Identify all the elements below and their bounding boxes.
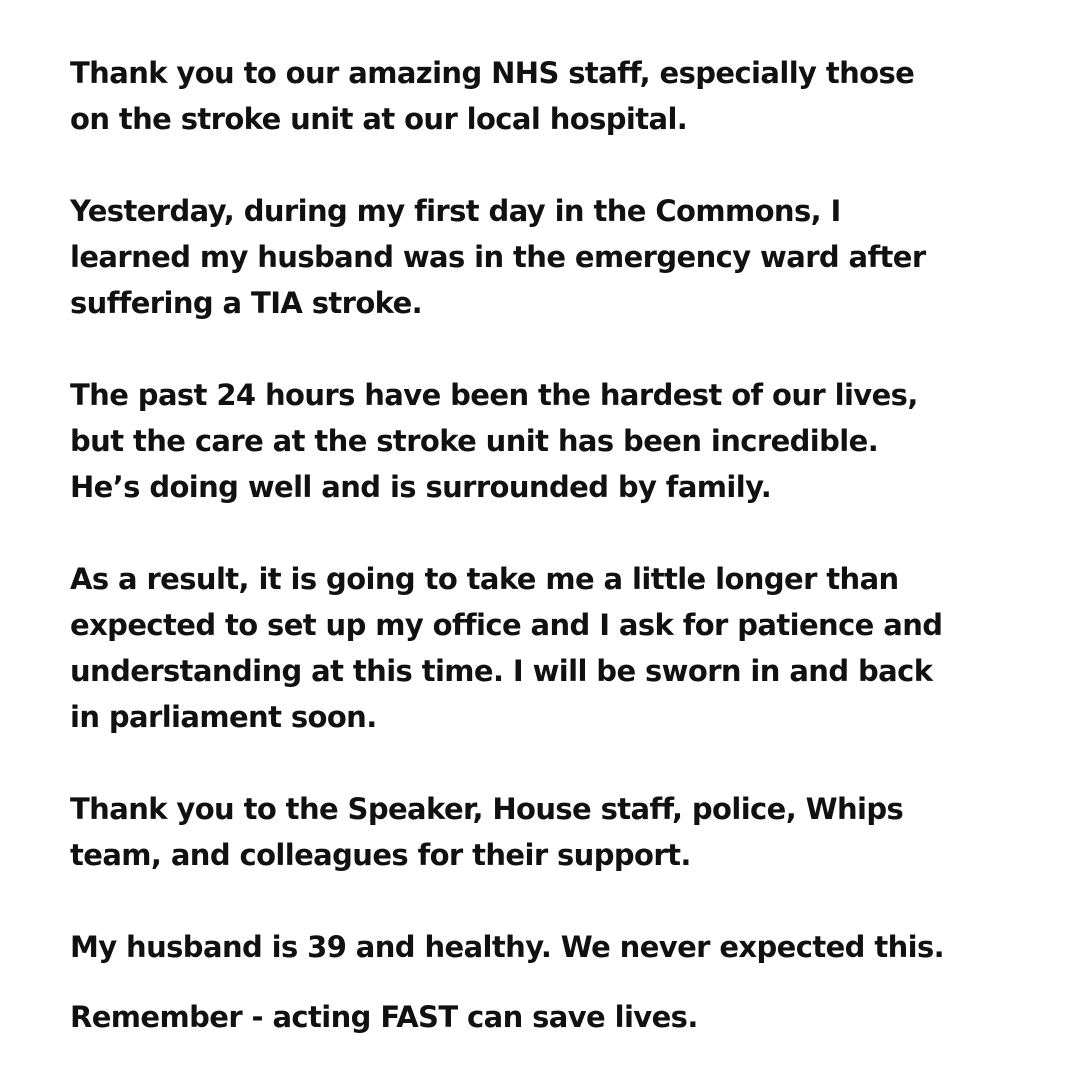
paragraph-line: team, and colleagues for their support. (70, 838, 691, 872)
paragraph-spacer (70, 970, 1030, 994)
paragraph-line: Thank you to our amazing NHS staff, especially those (70, 56, 915, 90)
paragraph-line: but the care at the stroke unit has been incredible. (70, 424, 879, 458)
paragraph-spacer (70, 142, 1030, 188)
paragraph-line: Thank you to the Speaker, House staff, police, Whips (70, 792, 904, 826)
paragraph-line: on the stroke unit at our local hospital. (70, 102, 688, 136)
paragraph-line: My husband is 39 and healthy. We never expected this. (70, 930, 945, 964)
paragraph-thanks-speaker (70, 786, 1030, 878)
paragraph-remember-fast (70, 994, 1030, 1040)
paragraph-line: As a result, it is going to take me a little longer than (70, 562, 899, 596)
paragraph-line: Remember - acting FAST can save lives. (70, 1000, 698, 1034)
paragraph-line: learned my husband was in the emergency ward after (70, 240, 926, 274)
paragraph-thanks-nhs (70, 50, 1030, 142)
paragraph-line: in parliament soon. (70, 700, 377, 734)
paragraph-as-a-result (70, 556, 1030, 740)
paragraph-yesterday (70, 188, 1030, 326)
paragraph-husband-39 (70, 924, 1030, 970)
paragraph-line: The past 24 hours have been the hardest of our lives, (70, 378, 918, 412)
paragraph-line: Yesterday, during my first day in the Commons, I (70, 194, 841, 228)
paragraph-line: understanding at this time. I will be sworn in and back (70, 654, 933, 688)
paragraph-past-24-hours (70, 372, 1030, 510)
paragraph-spacer (70, 878, 1030, 924)
paragraph-spacer (70, 740, 1030, 786)
paragraph-line: He’s doing well and is surrounded by family. (70, 470, 772, 504)
paragraph-spacer (70, 510, 1030, 556)
paragraph-line: suffering a TIA stroke. (70, 286, 423, 320)
paragraph-line: expected to set up my office and I ask for patience and (70, 608, 943, 642)
paragraph-spacer (70, 326, 1030, 372)
statement-text (70, 50, 1030, 1040)
